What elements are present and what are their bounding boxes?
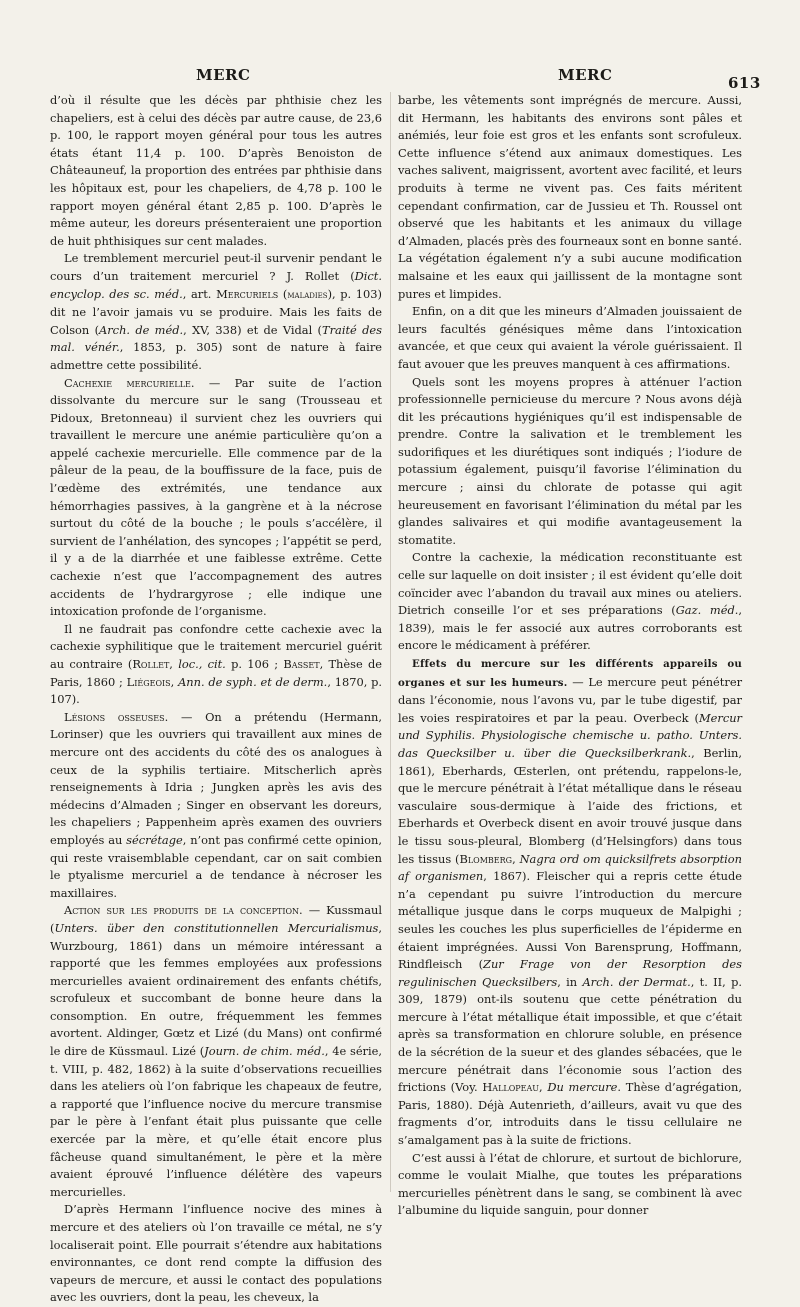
citation: Arch. de méd.: [99, 322, 184, 337]
paragraph-text: d’où il résulte que les décès par phthisie chez les chapeliers, est à celui des décès par autre cause, de 23,6 p. 100, le rapport moyen général pour tous les autres états étant 11,4 p. 100. D’après Benoiston de Châteauneuf, la proportion des entrées par phthisie dans les hôpitaux est, pour les chapeliers, de 4,78 p. 100 le rapport moyen général étant 2,85 p. 100. D’après le même auteur, les doreurs présenteraient une proportion de huit phthisiques sur cent malades.: [50, 93, 382, 248]
paragraph-text: ,: [170, 674, 179, 689]
paragraph-text: , XV, 338) et de Vidal (: [183, 322, 322, 337]
citation: loc., cit.: [178, 657, 226, 671]
citation: Ann. de syph. et de derm.: [178, 674, 328, 689]
section-heading: Effets du mercure sur les différents appareils ou organes et sur les humeurs.: [398, 658, 742, 689]
citation: Gaz. méd.: [675, 603, 739, 618]
citation: Arch. der Dermat.: [582, 974, 691, 989]
running-head-right: MERC: [558, 66, 613, 84]
paragraph-text: Il ne faudrait pas confondre cette cachexie avec la cachexie syphilitique que le traitement mercuriel guérit au contraire (: [50, 621, 382, 671]
author-name: Hallopeau: [482, 1080, 540, 1095]
column-divider: [390, 92, 391, 1192]
citation: Traité des mal. vénér.: [50, 322, 382, 355]
paragraph-text: , Wurzbourg, 1861) dans un mémoire intéressant a rapporté que les femmes employées aux professions mercurielles avaient ordinairement des enfants chétifs, scrofuleux et succombant de bonne heure dans la consomption. En outre, fréquemment les femmes avortent. Aldinger, Gœtz et Lizé (du Mans) ont confirmé le dire de Küssmaul. Lizé (: [50, 920, 382, 1059]
paragraph-text: , art.: [182, 286, 217, 301]
author-name: Mercuriels: [216, 286, 279, 301]
paragraph-text: C’est aussi à l’état de chlorure, et surtout de bichlorure, comme le voulait Mialhe, que toutes les préparations mercurielles pénètrent dans le sang, se combinent là avec l’albumine du liquide sanguin, pour donner: [398, 1150, 742, 1218]
citation: Journ. de chim. méd.: [204, 1044, 325, 1059]
section-heading: Action sur les produits de la conception.: [64, 903, 303, 918]
paragraph-text: , 1839), mais le fer associé aux autres corroborants est encore le médicament à préférer.: [398, 603, 742, 653]
left-column: [50, 92, 382, 1307]
paragraph-text: , 1867). Fleischer qui a repris cette étude n’a cependant pu suivre l’introduction du mercure métallique jusque dans le corps muqueux de Malpighi ; seules les couches les plus superficielles de l’épiderme en étaient imprégnées. Aussi Von Barensprung, Hoffmann, Rindfleisch (: [398, 869, 743, 972]
paragraph: [398, 303, 742, 373]
running-head-left: MERC: [196, 66, 251, 84]
paragraph-text: Le tremblement mercuriel peut-il survenir pendant le cours d’un traitement mercuriel ? J. Rollet (: [50, 251, 382, 283]
author-name: Blomberg: [459, 851, 513, 866]
citation: Du mercure: [547, 1080, 618, 1095]
citation: Mercur und Syphilis. Physiologische chemische u. patho. Unters. das Quecksilber u. über die Quecksilberkrank.: [398, 710, 742, 760]
paragraph: [398, 655, 742, 1150]
paragraph-text: Enfin, on a dit que les mineurs d’Almaden jouissaient de leurs facultés génésiques même dans l’intoxication avancée, et que ceux qui avaient la vérole guérissaient. Il faut avouer que les preuves manquent à ces affirmations.: [398, 304, 742, 371]
paragraph-text: (: [278, 286, 288, 301]
paragraph: [50, 375, 382, 621]
paragraph-text: p. 106 ;: [225, 657, 284, 671]
paragraph-text: Contre la cachexie, la médication reconstituante est celle sur laquelle on doit insister ; il est évident qu’elle doit coïncider avec l’abandon du travail aux mines ou ateliers. Dietrich conseille l’or et ses préparations (: [398, 550, 742, 618]
paragraph-text: , 1870, p. 107).: [50, 674, 383, 707]
paragraph: [50, 902, 382, 1201]
italic-term: sécrétage: [126, 832, 183, 847]
paragraph: [398, 1150, 742, 1220]
page-number: 613: [728, 74, 761, 92]
citation: Nagra ord om quicksilfrets absorption af organismen: [398, 851, 742, 884]
paragraph-text: , Thèse de Paris, 1860 ;: [50, 657, 383, 689]
paragraph-text: — On a prétendu (Hermann, Lorinser) que les ouvriers qui travaillent aux mines de mercure ont des accidents du côté des os analogues à ceux de la syphilis tertiaire. Mitscherlich après renseignements à Idria ; Jungken après les avis des médecins d’Almaden ; Singer en observant les doreurs, les chapeliers ; Pappenheim après examen des ouvriers employés au: [50, 709, 382, 847]
paragraph-text: ,: [512, 851, 520, 866]
author-name: Rollet: [132, 657, 170, 671]
paragraph-text: ,: [539, 1080, 548, 1095]
paragraph-text: ), p. 103) dit ne l’avoir jamais vu se produire. Mais les faits de Colson (: [50, 286, 382, 337]
paragraph: [50, 709, 382, 903]
small-caps-text: maladies: [287, 289, 328, 301]
paragraph: [50, 1201, 382, 1307]
paragraph-text: , 1853, p. 305) sont de nature à faire admettre cette possibilité.: [50, 340, 383, 372]
paragraph: [50, 621, 382, 709]
citation: Unters. über den constitutionnellen Mercurialismus: [54, 920, 379, 935]
paragraph-text: . Thèse d’agrégation, Paris, 1880). Déjà Autenrieth, d’ailleurs, avait vu que des fragments d’or, introduits dans le tissu cellulaire ne s’amalgament pas à la suite de frictions.: [398, 1080, 742, 1148]
paragraph-text: — Par suite de l’action dissolvante du mercure sur le sang (Trousseau et Pidoux, Bretonneau) il survient chez les ouvriers qui travaillent le mercure une anémie particulière qu’on a appelé cachexie mercurielle. Elle commence par de la pâleur de la peau, de la bouffissure de la face, puis de l’œdème des extrémités, une tendance aux hémorrhagies passives, à la gangrène et à la nécrose surtout du côté de la bouche ; le pouls s’accélère, il survient de l’anhélation, des syncopes ; l’appétit se perd, il y a de la diarrhée et une faiblesse extrême. Cette cachexie n’est que l’accompagnement des autres accidents de l’hydrargyrose ; elle indique une intoxication profonde de l’organisme.: [50, 375, 382, 619]
paragraph-text: , t. II, p. 309, 1879) ont-ils soutenu que cette pénétration du mercure à l’état métallique était impossible, et que c’était après sa transformation en chlorure soluble, en présence de la sécrétion de la sueur et des glandes sébacées, que le mercure pénétrait dans l’économie sous l’action des frictions (Voy.: [398, 974, 742, 1095]
paragraph-text: barbe, les vêtements sont imprégnés de mercure. Aussi, dit Hermann, les habitants des environs sont pâles et anémiés, leur foie est gros et les enfants sont scrofuleux. Cette influence s’étend aux animaux domestiques. Les vaches salivent, maigrissent, avortent avec facilité, et leurs produits à terme ne vivent pas. Ces faits méritent cependant confirmation, car de Jussieu et Th. Roussel ont observé que les habitants et les animaux du village d’Almaden, placés près des fourneaux sont en bonne santé. La végétation également n’y a subi aucune modification malsaine et les eaux qui jaillissent de la montagne sont pures et limpides.: [398, 93, 742, 301]
paragraph-text: ,: [169, 657, 179, 671]
paragraph-text: , in: [557, 974, 583, 989]
citation: Dict. encyclop. des sc. méd.: [50, 268, 382, 301]
paragraph: [50, 250, 382, 374]
paragraph: [398, 549, 742, 655]
author-name: Liégeois: [126, 674, 171, 689]
paragraph-text: Quels sont les moyens propres à atténuer l’action professionnelle pernicieuse du mercure ? Nous avons déjà dit les précautions hygiéniques qu’il est indispensable de prendre. Contre la salivation et le tremblement les sudorifiques et les diurétiques sont indiqués ; l’iodure de potassium également, puisqu’il favorise l’élimination du mercure ; ainsi du chlorate de potasse qui agit heureusement en favorisant l’élimination du métal par les glandes salivaires et qui modifie avantageusement la stomatite.: [398, 374, 742, 547]
paragraph-text: , 4e série, t. VIII, p. 482, 1862) à la suite d’observations recueillies dans les ateliers où l’on fabrique les chapeaux de feutre, a rapporté que l’influence nocive du mercure transmise par le père à l’enfant était plus puissante que celle exercée par la mère, et qu’elle était encore plus fâcheuse quand simultanément, le père et la mère avaient éprouvé l’influence délétère des vapeurs mercurielles.: [50, 1044, 383, 1199]
section-heading: Cachexie mercurielle.: [64, 375, 195, 390]
paragraph-text: , n’ont pas confirmé cette opinion, qui reste vraisemblable cependant, car on sait combien le ptyalisme mercuriel a de tendance à nécroser les maxillaires.: [50, 832, 382, 900]
citation: Zur Frage von der Resorption des regulinischen Quecksilbers: [398, 957, 742, 989]
paragraph-text: — Kussmaul (: [50, 903, 382, 935]
paragraph-text: — Le mercure peut pénétrer dans l’économie, nous l’avons vu, par le tube digestif, par les voies respiratoires et par la peau. Overbeck (: [398, 674, 743, 725]
paragraph-text: D’après Hermann l’influence nocive des mines à mercure et des ateliers où l’on travaille ce métal, ne s’y localiserait point. Elle pourrait s’étendre aux habitations environnantes, ce dont rend compte la diffusion des vapeurs de mercure, et aussi le contact des populations avec les ouvriers, dont la peau, les cheveux, la: [50, 1202, 382, 1305]
paragraph: [398, 374, 742, 550]
author-name: Basset: [283, 657, 320, 671]
section-heading: Lésions osseuses.: [64, 709, 169, 724]
paragraph-text: , Berlin, 1861), Eberhards, Œsterlen, ont prétendu, rappelons-le, que le mercure pénétrait à l’état métallique dans le réseau vasculaire sous-dermique à l’aide des frictions, et Eberhards et Overbeck disent en avoir trouvé jusque dans le tissu sous-pleural, Blomberg (d’Helsingfors) dans tous les tissus (: [398, 745, 742, 866]
right-column: [398, 92, 742, 1220]
paragraph: [50, 92, 382, 250]
paragraph: [398, 92, 742, 303]
